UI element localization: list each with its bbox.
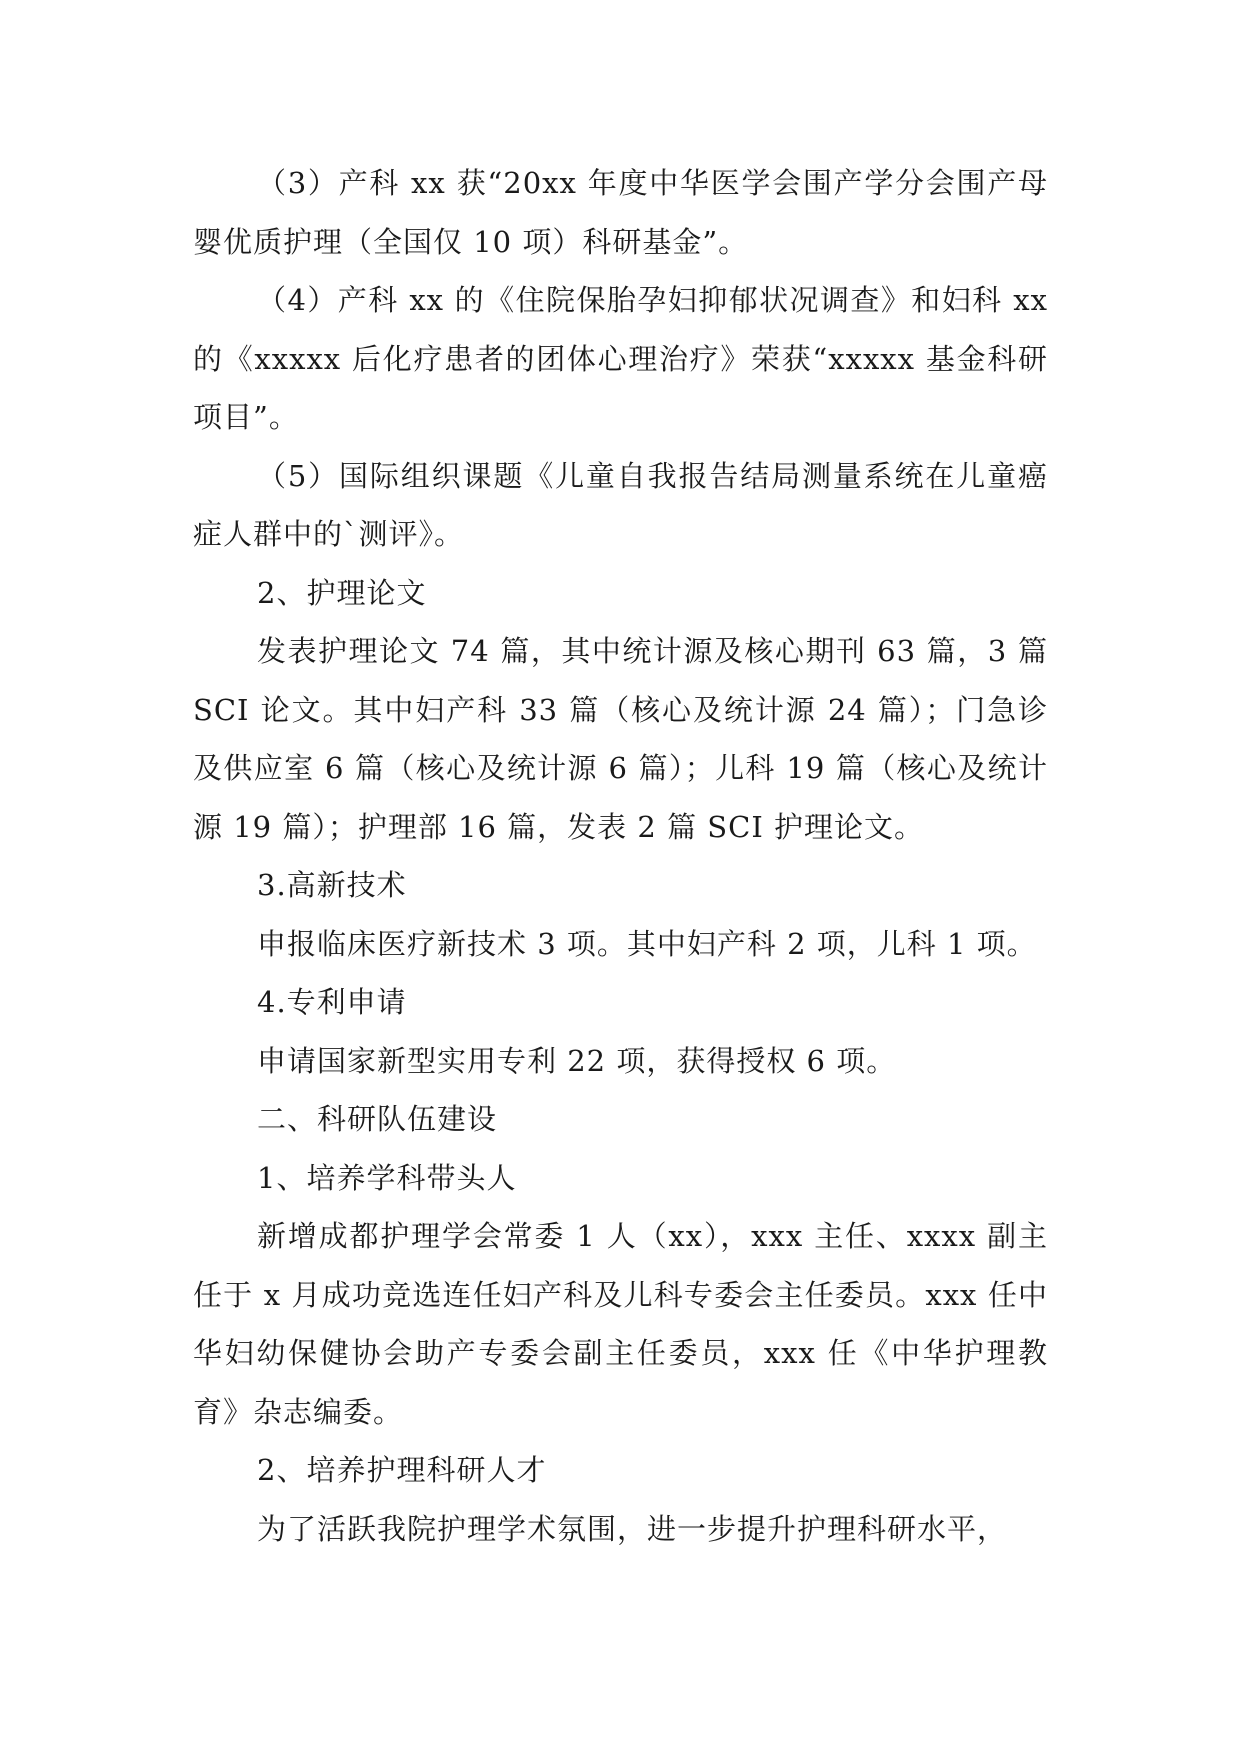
heading-discipline-leaders: 1、培养学科带头人 [257, 1160, 517, 1195]
heading-new-technology: 3.高新技术 [257, 868, 407, 902]
paragraph-new-technology: 申报临床医疗新技术 3 项。其中妇产科 2 项，儿科 1 项。 [257, 926, 1037, 961]
heading-nursing-papers: 2、护理论文 [257, 575, 427, 610]
document-body [193, 154, 1048, 1558]
paragraph-4-research-projects: （4）产科 xx 的《住院保胎孕妇抑郁状况调查》和妇科 xx 的《xxxxx 后化疗患者的团体心理治疗》荣获“xxxxx 基金科研项目”。 [193, 283, 1048, 434]
paragraph-patents: 申请国家新型实用专利 22 项，获得授权 6 项。 [257, 1043, 897, 1078]
heading-patent-application: 4.专利申请 [257, 985, 407, 1019]
heading-research-team: 二、科研队伍建设 [257, 1102, 498, 1136]
paragraph-papers-published: 发表护理论文 74 篇，其中统计源及核心期刊 63 篇，3 篇 SCI 论文。其中妇产科 33 篇（核心及统计源 24 篇）；门急诊及供应室 6 篇（核心及统计源 6 篇）；儿科 19 篇（核心及统计源 19 篇）；护理部 16 篇，发表 2 篇 SCI 护理论文。 [193, 634, 1049, 844]
paragraph-discipline-leaders: 新增成都护理学会常委 1 人（xx），xxx 主任、xxxx 副主任于 x 月成功竞选连任妇产科及儿科专委会主任委员。xxx 任中华妇幼保健协会助产专委会副主任委员，xxx 任《中华护理教育》杂志编委。 [193, 1219, 1048, 1429]
paragraph-3-perinatal-fund: （3）产科 xx 获“20xx 年度中华医学会围产学分会围产母婴优质护理（全国仅 10 项）科研基金”。 [193, 166, 1048, 259]
heading-research-talent: 2、培养护理科研人才 [257, 1453, 547, 1487]
paragraph-research-talent: 为了活跃我院护理学术氛围，进一步提升护理科研水平， [257, 1511, 1008, 1546]
paragraph-5-international-topic: （5）国际组织课题《儿童自我报告结局测量系统在儿童癌症人群中的`测评》。 [193, 458, 1048, 551]
